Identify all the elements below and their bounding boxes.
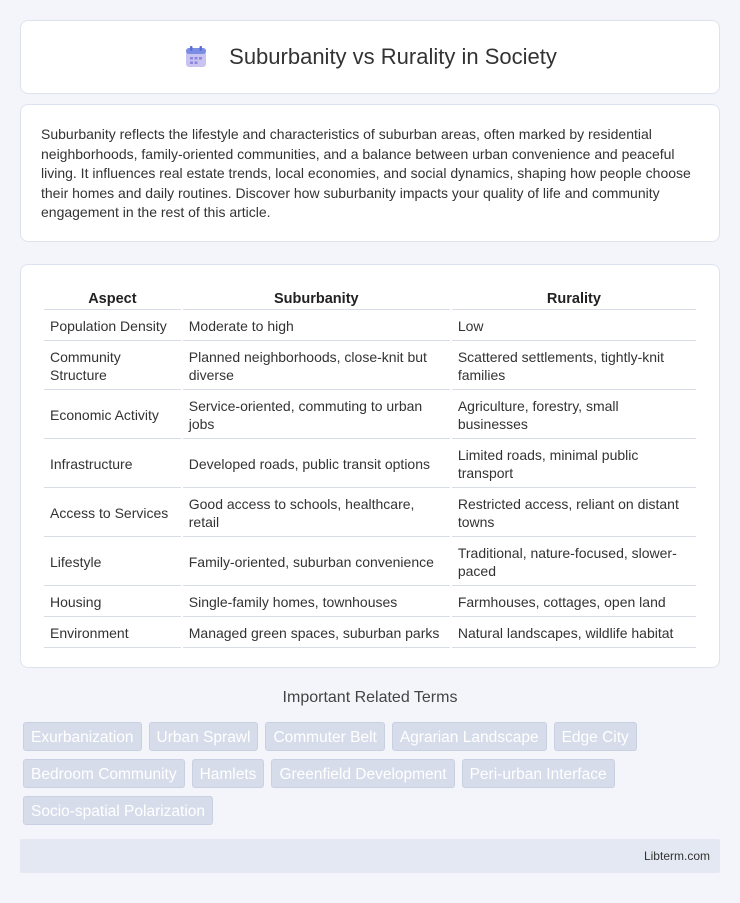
suburbanity-cell: Service-oriented, commuting to urban jobs [183,392,450,439]
suburbanity-cell: Good access to schools, healthcare, retail [183,490,450,537]
header-suburbanity: Suburbanity [183,287,450,310]
related-term-tag[interactable]: Exurbanization [23,722,142,751]
rurality-cell: Restricted access, reliant on distant towns [452,490,696,537]
rurality-cell: Agriculture, forestry, small businesses [452,392,696,439]
footer [20,839,720,873]
related-term-tag[interactable]: Peri-urban Interface [462,759,615,788]
aspect-cell: Access to Services [44,490,181,537]
rurality-cell: Low [452,312,696,341]
comparison-table-card [20,264,720,668]
aspect-cell: Population Density [44,312,181,341]
related-terms-title: Important Related Terms [282,689,458,706]
related-term-tag[interactable]: Bedroom Community [23,759,185,788]
table-row [44,312,696,341]
related-term-tag[interactable]: Commuter Belt [265,722,384,751]
rurality-cell: Traditional, nature-focused, slower-paced [452,539,696,586]
related-term-tag[interactable]: Socio-spatial Polarization [23,796,213,825]
aspect-cell: Community Structure [44,343,181,390]
page-title: Suburbanity vs Rurality in Society [229,44,557,69]
rurality-cell: Limited roads, minimal public transport [452,441,696,488]
related-term-tag[interactable]: Urban Sprawl [149,722,259,751]
intro-card [20,104,720,242]
rurality-cell: Natural landscapes, wildlife habitat [452,619,696,648]
rurality-cell: Farmhouses, cottages, open land [452,588,696,617]
suburbanity-cell: Planned neighborhoods, close-knit but diverse [183,343,450,390]
suburbanity-cell: Managed green spaces, suburban parks [183,619,450,648]
title-card [20,20,720,94]
table-row [44,490,696,537]
table-row [44,539,696,586]
table-row [44,441,696,488]
table-row [44,392,696,439]
calendar-doc-icon [183,44,209,70]
aspect-cell: Lifestyle [44,539,181,586]
related-term-tag[interactable]: Agrarian Landscape [392,722,547,751]
rurality-cell: Scattered settlements, tightly-knit families [452,343,696,390]
related-term-tag[interactable]: Hamlets [192,759,265,788]
suburbanity-cell: Single-family homes, townhouses [183,588,450,617]
related-term-tag[interactable]: Edge City [554,722,637,751]
table-row [44,588,696,617]
header-aspect: Aspect [44,287,181,310]
aspect-cell: Economic Activity [44,392,181,439]
suburbanity-cell: Family-oriented, suburban convenience [183,539,450,586]
suburbanity-cell: Moderate to high [183,312,450,341]
aspect-cell: Environment [44,619,181,648]
aspect-cell: Infrastructure [44,441,181,488]
table-row [44,619,696,648]
suburbanity-cell: Developed roads, public transit options [183,441,450,488]
table-header-row [44,287,696,310]
aspect-cell: Housing [44,588,181,617]
header-rurality: Rurality [452,287,696,310]
related-terms-list [23,722,723,825]
table-row [44,343,696,390]
intro-text: Suburbanity reflects the lifestyle and characteristics of suburban areas, often marked by residential neighborhoods, family-oriented communities, and a balance between urban convenience and peaceful living. It influences real estate trends, local economies, and social dynamics, shaping how people choose their homes and daily routines. Discover how suburbanity impacts your quality of life and community engagement in the rest of this article. [41,126,691,220]
comparison-table [42,285,698,650]
footer-brand-link[interactable]: Libterm.com [643,849,710,863]
related-term-tag[interactable]: Greenfield Development [271,759,454,788]
